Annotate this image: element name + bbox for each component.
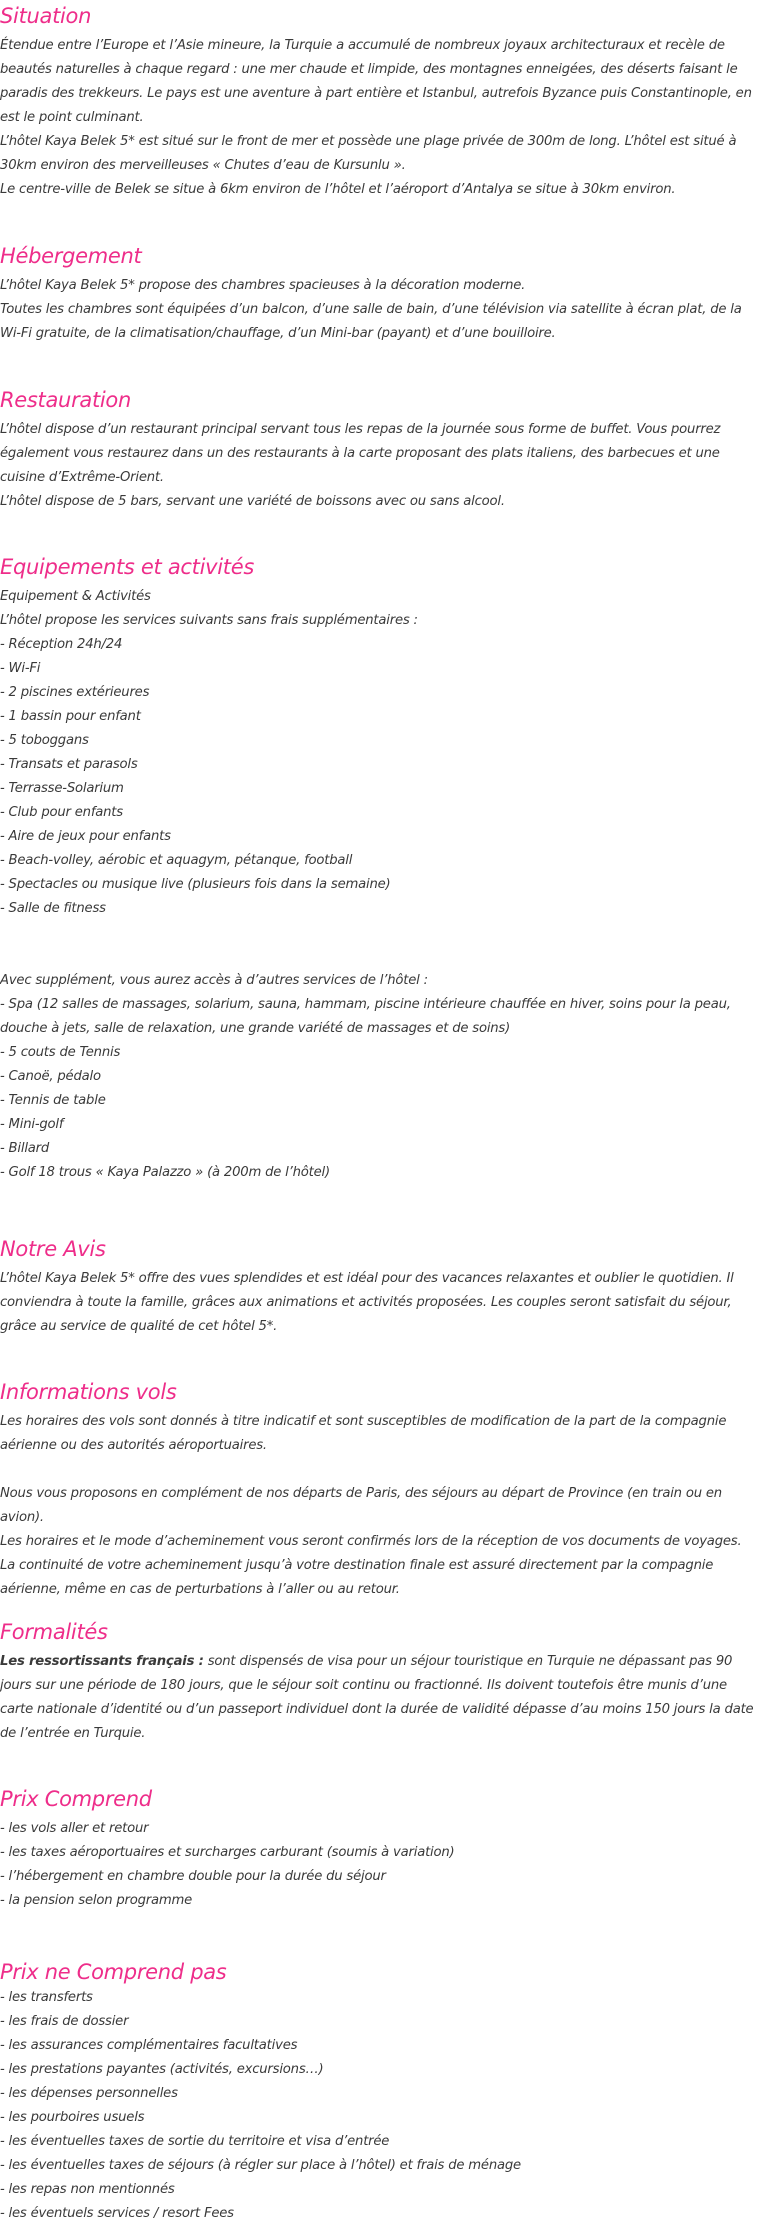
spacer bbox=[0, 1458, 758, 1482]
section-prix-ne-comprend-pas bbox=[0, 1956, 758, 2226]
section-body bbox=[0, 34, 758, 202]
paragraph: L’hôtel dispose de 5 bars, servant une variété de boissons avec ou sans alcool. bbox=[0, 494, 505, 509]
list-item: - Canoë, pédalo bbox=[0, 1069, 101, 1084]
section-situation bbox=[0, 0, 758, 240]
list-item: - les transferts bbox=[0, 1990, 93, 2005]
section-notre-avis bbox=[0, 1233, 758, 1376]
list-item: - 1 bassin pour enfant bbox=[0, 709, 141, 724]
paragraph: L’hôtel dispose d’un restaurant principal servant tous les repas de la journée sous forme de buffet. Vous pourrez également vous restaurez dans un des restaurants à la carte proposant des plats italiens, des barbecues et une cuisine d’Extrême-Orient. bbox=[0, 422, 721, 485]
paragraph: La continuité de votre acheminement jusqu’à votre destination finale est assuré directement par la compagnie aérienne, même en cas de perturbations à l’aller ou au retour. bbox=[0, 1558, 714, 1597]
bold-lead: Les ressortissants français : bbox=[0, 1654, 204, 1669]
section-body bbox=[0, 1986, 758, 2226]
paragraph: Le centre-ville de Belek se situe à 6km environ de l’hôtel et l’aéroport d’Antalya se situe à 30km environ. bbox=[0, 182, 676, 197]
list-item: - les pourboires usuels bbox=[0, 2110, 145, 2125]
list-item: - Spa (12 salles de massages, solarium, sauna, hammam, piscine intérieure chauffée en hiver, soins pour la peau, douche à jets, salle de relaxation, une grande variété de massages et de soins) bbox=[0, 997, 731, 1036]
section-body bbox=[0, 1267, 758, 1339]
section-body bbox=[0, 1817, 758, 1913]
list-item: - Wi-Fi bbox=[0, 661, 41, 676]
list-item: - 2 piscines extérieures bbox=[0, 685, 150, 700]
list-item: - Aire de jeux pour enfants bbox=[0, 829, 171, 844]
section-title: Informations vols bbox=[0, 1380, 177, 1404]
list-item: - 5 couts de Tennis bbox=[0, 1045, 121, 1060]
paragraph: Les horaires des vols sont donnés à titre indicatif et sont susceptibles de modification de la part de la compagnie aérienne ou des autorités aéroportuaires. bbox=[0, 1414, 727, 1453]
section-hebergement bbox=[0, 240, 758, 384]
section-body bbox=[0, 418, 758, 514]
list-item: - Terrasse-Solarium bbox=[0, 781, 124, 796]
section-equipements bbox=[0, 551, 758, 1233]
paragraph: L’hôtel Kaya Belek 5* est situé sur le front de mer et possède une plage privée de 300m de long. L’hôtel est situé à 30km environ des merveilleuses « Chutes d’eau de Kursunlu ». bbox=[0, 134, 737, 173]
list-item: - les éventuelles taxes de sortie du territoire et visa d’entrée bbox=[0, 2134, 390, 2149]
section-title: Equipements et activités bbox=[0, 555, 254, 579]
list-item: - l’hébergement en chambre double pour la durée du séjour bbox=[0, 1869, 386, 1884]
list-item: Avec supplément, vous aurez accès à d’autres services de l’hôtel : bbox=[0, 973, 428, 988]
list-item: Equipement & Activités bbox=[0, 589, 151, 604]
list-item: - Club pour enfants bbox=[0, 805, 123, 820]
list-item: - Golf 18 trous « Kaya Palazzo » (à 200m de l’hôtel) bbox=[0, 1165, 330, 1180]
list-item: - Mini-golf bbox=[0, 1117, 64, 1132]
paragraph: Étendue entre l’Europe et l’Asie mineure, la Turquie a accumulé de nombreux joyaux architecturaux et recèle de beautés naturelles à chaque regard : une mer chaude et limpide, des montagnes enneigées, des déserts faisant le paradis des trekkeurs. Le pays est une aventure à part entière et Istanbul, autrefois Byzance puis Constantinople, en est le point culminant. bbox=[0, 38, 752, 125]
section-title: Prix Comprend bbox=[0, 1787, 152, 1811]
paragraph: L’hôtel Kaya Belek 5* propose des chambres spacieuses à la décoration moderne. bbox=[0, 278, 526, 293]
section-formalites bbox=[0, 1616, 758, 1783]
section-body bbox=[0, 1410, 758, 1602]
section-title: Notre Avis bbox=[0, 1237, 106, 1261]
list-item: - Billard bbox=[0, 1141, 50, 1156]
list-item: - les prestations payantes (activités, excursions…) bbox=[0, 2062, 324, 2077]
list-item: - les repas non mentionnés bbox=[0, 2182, 175, 2197]
list-item: - les assurances complémentaires facultatives bbox=[0, 2038, 298, 2053]
list-item: - Tennis de table bbox=[0, 1093, 106, 1108]
spacer bbox=[0, 921, 758, 945]
section-prix-comprend bbox=[0, 1783, 758, 1956]
list-item: - la pension selon programme bbox=[0, 1893, 193, 1908]
section-body bbox=[0, 585, 758, 1185]
section-title: Formalités bbox=[0, 1620, 108, 1644]
paragraph: Les horaires et le mode d’acheminement vous seront confirmés lors de la réception de vos documents de voyages. bbox=[0, 1534, 742, 1549]
list-item: - Salle de fitness bbox=[0, 901, 106, 916]
section-body bbox=[0, 274, 758, 346]
paragraph bbox=[0, 1650, 758, 1746]
list-item: - Beach-volley, aérobic et aquagym, pétanque, football bbox=[0, 853, 353, 868]
section-title: Prix ne Comprend pas bbox=[0, 1960, 227, 1984]
section-title: Situation bbox=[0, 4, 92, 28]
section-body bbox=[0, 1650, 758, 1746]
list-item: - les vols aller et retour bbox=[0, 1821, 149, 1836]
list-item: - les dépenses personnelles bbox=[0, 2086, 178, 2101]
paragraph-text: sont dispensés de visa pour un séjour touristique en Turquie ne dépassant pas 90 jours sur une période de 180 jours, que le séjour soit continu ou fractionné. Ils doivent toutefois être munis d’une carte nationale d’identité ou d’un passeport individuel dont la durée de validité dépasse d’au moins 150 jours la date de l’entrée en Turquie. bbox=[0, 1654, 754, 1741]
list-item: - 5 toboggans bbox=[0, 733, 89, 748]
paragraph: Toutes les chambres sont équipées d’un balcon, d’une salle de bain, d’une télévision via satellite à écran plat, de la Wi-Fi gratuite, de la climatisation/chauffage, d’un Mini-bar (payant) et d’une bouilloire. bbox=[0, 302, 742, 341]
section-informations-vols bbox=[0, 1376, 758, 1616]
list-item: L’hôtel propose les services suivants sans frais supplémentaires : bbox=[0, 613, 418, 628]
spacer bbox=[0, 945, 758, 969]
list-item: - les éventuelles taxes de séjours (à régler sur place à l’hôtel) et frais de ménage bbox=[0, 2158, 521, 2173]
paragraph: L’hôtel Kaya Belek 5* offre des vues splendides et est idéal pour des vacances relaxantes et oublier le quotidien. Il conviendra à toute la famille, grâces aux animations et activités proposées. Les couples seront satisfait du séjour, grâce au service de qualité de cet hôtel 5*. bbox=[0, 1271, 734, 1334]
section-restauration bbox=[0, 384, 758, 551]
section-title: Restauration bbox=[0, 388, 131, 412]
list-item: - les frais de dossier bbox=[0, 2014, 129, 2029]
paragraph: Nous vous proposons en complément de nos départs de Paris, des séjours au départ de Province (en train ou en avion). bbox=[0, 1486, 722, 1525]
list-item: - Transats et parasols bbox=[0, 757, 138, 772]
list-item: - les éventuels services / resort Fees bbox=[0, 2206, 234, 2221]
section-title: Hébergement bbox=[0, 244, 142, 268]
list-item: - Spectacles ou musique live (plusieurs fois dans la semaine) bbox=[0, 877, 391, 892]
list-item: - les taxes aéroportuaires et surcharges carburant (soumis à variation) bbox=[0, 1845, 455, 1860]
list-item: - Réception 24h/24 bbox=[0, 637, 123, 652]
